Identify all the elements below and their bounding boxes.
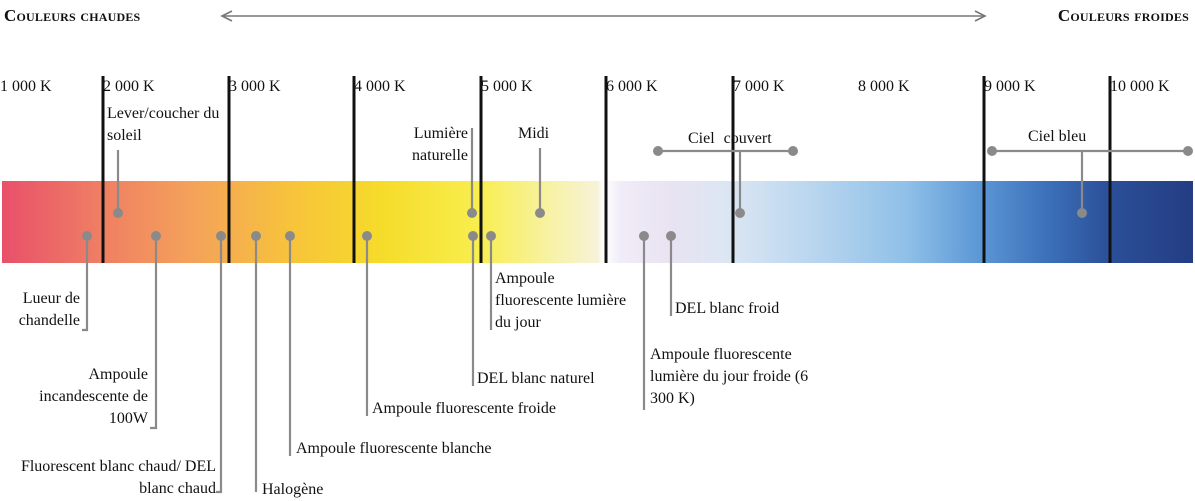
- label-sunrise: Lever/coucher du soleil: [107, 105, 220, 144]
- label-fluo-daylight-cool: Ampoule fluorescente lumière du jour froide (6 300 K): [650, 346, 809, 407]
- tick-label-2000k: 2 000 K: [103, 78, 155, 95]
- label-led-cool: DEL blanc froid: [675, 300, 780, 317]
- dot-fluo-daylight: [486, 231, 496, 241]
- color-spectrum-band: [2, 181, 1193, 263]
- dot-sunrise: [113, 208, 123, 218]
- dot-led-cool: [666, 231, 676, 241]
- label-candle: Lueur de chandelle: [18, 290, 80, 329]
- dot-noon: [535, 208, 545, 218]
- label-led-natural: DEL blanc naturel: [477, 370, 595, 387]
- dot-daylight: [467, 208, 477, 218]
- label-fluo-white: Ampoule fluorescente blanche: [296, 440, 492, 457]
- label-noon: Midi: [518, 125, 550, 142]
- label-blue-sky: Ciel bleu: [1028, 128, 1087, 145]
- dot-incandescent: [151, 231, 161, 241]
- dot-warm-fluo: [216, 231, 226, 241]
- tick-label-8000k: 8 000 K: [858, 78, 910, 95]
- label-overcast-sky: Ciel couvert: [688, 130, 772, 147]
- warm-cool-arrow: [222, 11, 985, 21]
- dot-bluesky: [1077, 208, 1087, 218]
- leader-warm-fluo: [216, 236, 221, 492]
- tick-label-6000k: 6 000 K: [606, 78, 658, 95]
- dot-halogen: [251, 231, 261, 241]
- tick-label-4000k: 4 000 K: [354, 78, 406, 95]
- dot-fluo-daylight-cool: [639, 231, 649, 241]
- dot-candle: [82, 231, 92, 241]
- dot-fluo-white: [285, 231, 295, 241]
- tick-label-7000k: 7 000 K: [733, 78, 785, 95]
- label-halogen: Halogène: [262, 481, 324, 498]
- dot-bluesky-right: [1183, 146, 1193, 156]
- label-fluo-daylight: Ampoule fluorescente lumière du jour: [495, 270, 627, 331]
- label-daylight: Lumière naturelle: [412, 125, 468, 164]
- tick-label-1000k: 1 000 K: [0, 78, 52, 95]
- dot-bluesky-left: [987, 146, 997, 156]
- dot-overcast: [735, 208, 745, 218]
- dot-overcast-right: [788, 146, 798, 156]
- cool-colors-title: Couleurs froides: [1057, 6, 1189, 25]
- dot-led-natural: [468, 231, 478, 241]
- tick-label-5000k: 5 000 K: [481, 78, 533, 95]
- tick-label-10000k: 10 000 K: [1110, 78, 1170, 95]
- warm-colors-title: Couleurs chaudes: [4, 6, 141, 25]
- tick-label-9000k: 9 000 K: [984, 78, 1036, 95]
- label-fluo-cool: Ampoule fluorescente froide: [372, 400, 556, 417]
- leader-incandescent: [150, 236, 156, 428]
- label-warm-fluo: Fluorescent blanc chaud/ DEL blanc chaud: [20, 458, 216, 497]
- tick-label-3000k: 3 000 K: [229, 78, 281, 95]
- dot-overcast-left: [653, 146, 663, 156]
- dot-fluo-cool: [362, 231, 372, 241]
- label-incandescent: Ampoule incandescente de 100W: [39, 366, 148, 427]
